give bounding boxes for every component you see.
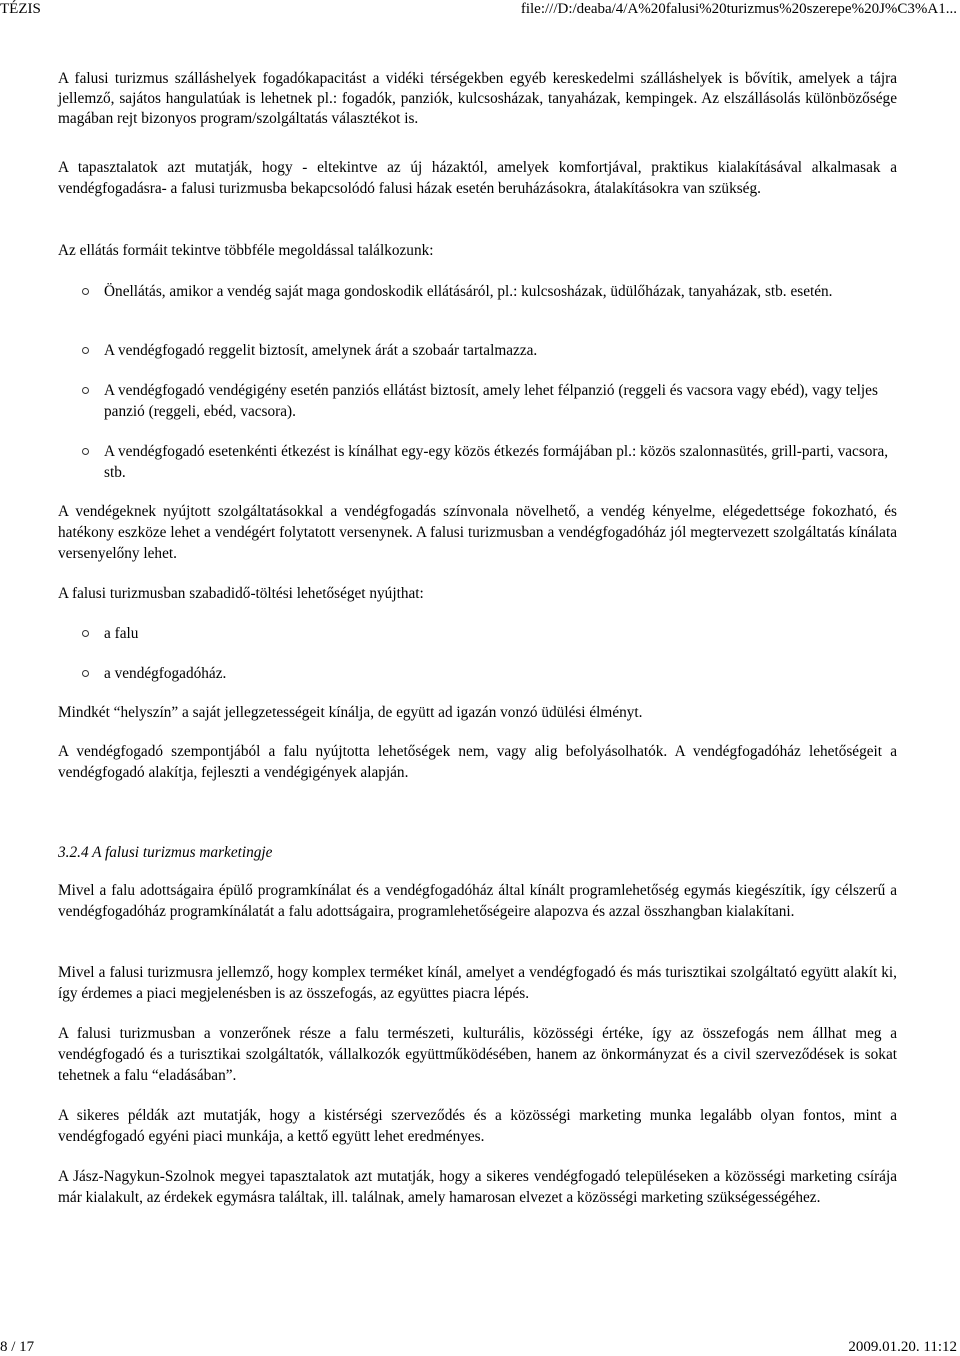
paragraph-program-offer: Mivel a falu adottságaira épülő programkínálat és a vendégfogadóház által kínált programlehetőség egymás kiegészítik, így célszerű a vendégfogadóház programkínálatát a falu adottságaira, programlehetőségeire alapozva és azzal összhangban kialakítani. — [58, 882, 897, 921]
bullet-icon — [82, 288, 89, 295]
paragraph-both-locations: Mindkét “helyszín” a saját jellegzetességeit kínálja, de együtt ad igazán vonzó üdülési élményt. — [58, 704, 643, 721]
list-item — [82, 380, 897, 422]
paragraph-catering-intro: Az ellátás formáit tekintve többféle megoldással találkozunk: — [58, 242, 434, 259]
bullet-icon — [82, 670, 89, 677]
bullet-icon — [82, 448, 89, 455]
paragraph-attraction: A falusi turizmusban a vonzerőnek része a falu természeti, kulturális, közösségi értéke, így az összefogás nem állhat meg a vendégfogadó és a turisztikai szolgáltatók, vállalkozók együttműködésében, hanem az önkormányzat és a civil szerveződések is sokat tehetnek a falu “eladásában”. — [58, 1025, 897, 1085]
list-item — [82, 623, 897, 644]
list-item — [82, 663, 897, 684]
list-item-text: A vendégfogadó esetenkénti étkezést is kínálhat egy-egy közös étkezés formájában pl.: közös szalonnasütés, grill-parti, vacsora, stb. — [104, 443, 889, 482]
list-item — [82, 281, 897, 302]
print-datetime: 2009.01.20. 11:12 — [848, 1339, 957, 1355]
paragraph-services: A vendégeknek nyújtott szolgáltatásokkal a vendégfogadás színvonala növelhető, a vendég kényelme, elégedettsége fokozható, és hatékony eszköze lehet a vendégért folytatott versenynek. A falusi turizmusban a vendégfogadóház jól megtervezett szolgáltatás kínálata versenyelőny lehet. — [58, 503, 897, 563]
section-heading: 3.2.4 A falusi turizmus marketingje — [58, 844, 273, 861]
paragraph-complex-product: Mivel a falusi turizmusra jellemző, hogy komplex terméket kínál, amelyet a vendégfogadó és más turisztikai szolgáltató együtt alakít ki, így érdemes a piaci megjelenésben is az összefogás, az együttes piacra lépés. — [58, 964, 897, 1003]
bullet-icon — [82, 630, 89, 637]
paragraph-county-experience: A Jász-Nagykun-Szolnok megyei tapasztalatok azt mutatják, hogy a sikeres vendégfogadó településeken a közösségi marketing csírája már kialakult, az érdekek egymásra találtak, ill. találnak, amely hamarosan elvezet a közösségi marketing szükségességéhez. — [58, 1168, 897, 1207]
list-item — [82, 441, 897, 483]
bullet-icon — [82, 347, 89, 354]
list-item-text: a vendégfogadóház. — [104, 665, 227, 682]
list-item — [82, 340, 897, 361]
list-item-text: Önellátás, amikor a vendég saját maga gondoskodik ellátásáról, pl.: kulcsosházak, üdülőházak, tanyaházak, stb. esetén. — [104, 283, 833, 300]
paragraph-accommodation: A falusi turizmus szálláshelyek fogadókapacitást a vidéki térségekben egyéb kereskedelmi szálláshelyek is bővítik, amelyek a tájra jellemző, sajátos hangulatúak is lehetnek pl.: fogadók, panziók, kulcsosházak, tanyaházak, kempingek. Az elszállásolás különbözősége magában rejt bizonyos program/szolgáltatás választékot is. — [58, 70, 897, 127]
paragraph-leisure-intro: A falusi turizmusban szabadidő-töltési lehetőséget nyújthat: — [58, 585, 424, 602]
paragraph-host-perspective: A vendégfogadó szempontjából a falu nyújtotta lehetőségek nem, vagy alig befolyásolhatók. A vendégfogadóház lehetőségeit a vendégfogadó alakítja, fejleszti a vendégigények alapján. — [58, 743, 897, 782]
list-item-text: A vendégfogadó vendégigény esetén panziós ellátást biztosít, amely lehet félpanzió (reggeli és vacsora vagy ebéd), vagy teljes panzió (reggeli, ebéd, vacsora). — [104, 382, 878, 421]
paragraph-experiences: A tapasztalatok azt mutatják, hogy - eltekintve az új házaktól, amelyek komfortjával, praktikus kialakításával alkalmasak a vendégfogadásra- a falusi turizmusba bekapcsolódó falusi házak esetén beruházásokra, átalakításokra van szükség. — [58, 159, 897, 198]
list-item-text: A vendégfogadó reggelit biztosít, amelynek árát a szobaár tartalmazza. — [104, 342, 538, 359]
list-item-text: a falu — [104, 625, 139, 642]
header-url: file:///D:/deaba/4/A%20falusi%20turizmus%20szerepe%20J%C3%A1... — [520, 1, 957, 17]
paragraph-success-examples: A sikeres példák azt mutatják, hogy a kistérségi szerveződés és a közösségi marketing munka legalább olyan fontos, mint a vendégfogadó egyéni piaci munkája, a kettő együtt lehet eredményes. — [58, 1107, 897, 1146]
header-title: TÉZIS — [0, 1, 41, 17]
page-number: 8 / 17 — [0, 1339, 35, 1355]
bullet-icon — [82, 387, 89, 394]
